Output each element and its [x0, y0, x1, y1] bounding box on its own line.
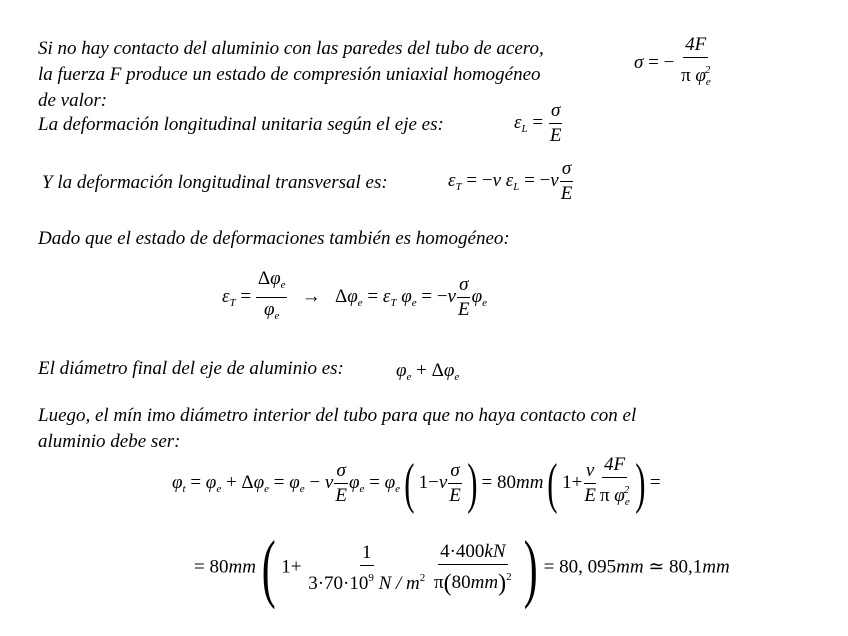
- sigma-numerator: 4F: [683, 34, 708, 58]
- paragraph-2: La deformación longitudinal unitaria según el eje es:: [38, 114, 444, 135]
- equation-phi-t-line-1: $\varphi_t = \varphi_e + \Delta\varphi_e = \varphi_e - \nu$ $\frac{\sigma}{E}$ $\varphi_e = \varphi_e$( 1−ν $\frac{\sigma}{E}$ ) = 80mm( 1+ $\frac{\nu}{E}$ $\frac{4F}{\pi \varphi_e^2}$ ) =: [172, 452, 661, 515]
- equation-epsilon-L: $\varepsilon_L$ = $\frac{\sigma}{E}$: [514, 100, 562, 146]
- equation-final-diameter: $\varphi_e + \Delta\varphi_e$: [396, 360, 460, 383]
- paragraph-6-line-2: aluminio debe ser:: [38, 431, 181, 452]
- fraction-one-numerator: 1: [360, 542, 374, 566]
- force-numerator: 4·400kN: [438, 541, 507, 565]
- paragraph-1-line-2: la fuerza F produce un estado de compresión uniaxial homogéneo: [38, 64, 541, 85]
- equation-epsilon-T: $\varepsilon_T = -\nu$ $\varepsilon_L = -\nu$ $\frac{\sigma}{E}$: [448, 158, 573, 204]
- young-modulus-denominator: $3\cdot 70\cdot 10^9$ N / $m^2$: [308, 571, 426, 594]
- equation-delta-phi: $\varepsilon_T$ = $\frac{\Delta\varphi_e}{\varphi_e}$ → $\Delta\varphi_e = \varepsilon_T$ $\varphi_e = -\nu$ $\frac{\sigma}{E}$ $\varphi_e$: [222, 268, 487, 322]
- paragraph-3: Y la deformación longitudinal transversal es:: [42, 172, 388, 193]
- paragraph-6-line-1: Luego, el mín imo diámetro interior del tubo para que no haya contacto con el: [38, 405, 637, 426]
- equation-sigma: σ = − $\frac{4F}{\pi \varphi_e^2}$: [634, 34, 712, 93]
- equation-phi-t-line-2: = 80mm( 1+ $\frac{1}{3\cdot 70\cdot 10^9 N / m^2}$ $\frac{4\cdot 400kN}{\pi(80mm)^2}$ ) = 80, 095mm ≃ 80,1mm: [194, 526, 730, 610]
- sigma-denominator: π $\varphi_e^2$: [681, 64, 711, 88]
- paragraph-5: El diámetro final del eje de aluminio es:: [38, 358, 344, 379]
- paragraph-4: Dado que el estado de deformaciones también es homogéneo:: [38, 228, 510, 249]
- paragraph-1-line-3: de valor:: [38, 90, 108, 111]
- paragraph-1-line-1: Si no hay contacto del aluminio con las paredes del tubo de acero,: [38, 38, 544, 59]
- area-denominator: $\pi(80mm)^2$: [434, 570, 512, 597]
